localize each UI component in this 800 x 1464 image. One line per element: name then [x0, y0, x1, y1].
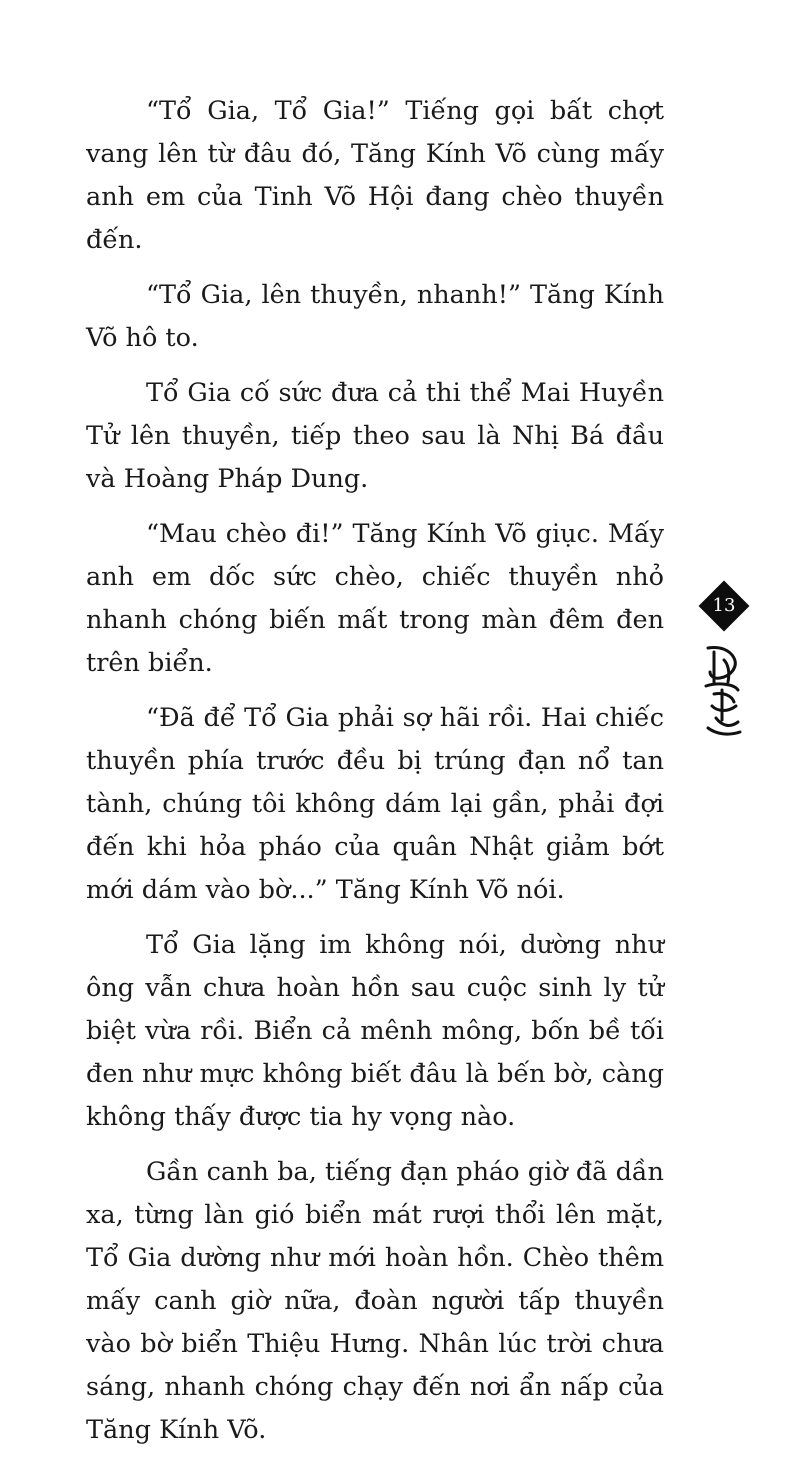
paragraph: “Mau chèo đi!” Tăng Kính Võ giục. Mấy anh em dốc sức chèo, chiếc thuyền nhỏ nhanh chóng biến mất trong màn đêm đen trên biển.	[86, 519, 664, 678]
paragraph: Tổ Gia lặng im không nói, dường như ông vẫn chưa hoàn hồn sau cuộc sinh ly tử biệt vừa rồi. Biển cả mênh mông, bốn bề tối đen như mực không biết đâu là bến bờ, càng không thấy được tia hy vọng nào.	[86, 930, 664, 1132]
page-number: 13	[712, 595, 736, 616]
calligraphy-title-icon	[694, 642, 754, 742]
page-text	[86, 90, 664, 1464]
paragraph: “Đã để Tổ Gia phải sợ hãi rồi. Hai chiếc thuyền phía trước đều bị trúng đạn nổ tan tành, chúng tôi không dám lại gần, phải đợi đến khi hỏa pháo của quân Nhật giảm bớt mới dám vào bờ...” Tăng Kính Võ nói.	[86, 703, 664, 905]
side-margin	[694, 576, 774, 776]
paragraph: “Tổ Gia, lên thuyền, nhanh!” Tăng Kính Võ hô to.	[86, 280, 664, 353]
paragraph: “Tổ Gia, Tổ Gia!” Tiếng gọi bất chợt vang lên từ đâu đó, Tăng Kính Võ cùng mấy anh em của Tinh Võ Hội đang chèo thuyền đến.	[86, 96, 664, 255]
paragraph: Gần canh ba, tiếng đạn pháo giờ đã dần xa, từng làn gió biển mát rượi thổi lên mặt, Tổ Gia dường như mới hoàn hồn. Chèo thêm mấy canh giờ nữa, đoàn người tấp thuyền vào bờ biển Thiệu Hưng. Nhân lúc trời chưa sáng, nhanh chóng chạy đến nơi ẩn nấp của Tăng Kính Võ.	[86, 1157, 664, 1445]
paragraph: Tổ Gia cố sức đưa cả thi thể Mai Huyền Tử lên thuyền, tiếp theo sau là Nhị Bá đầu và Hoàng Pháp Dung.	[86, 378, 664, 494]
